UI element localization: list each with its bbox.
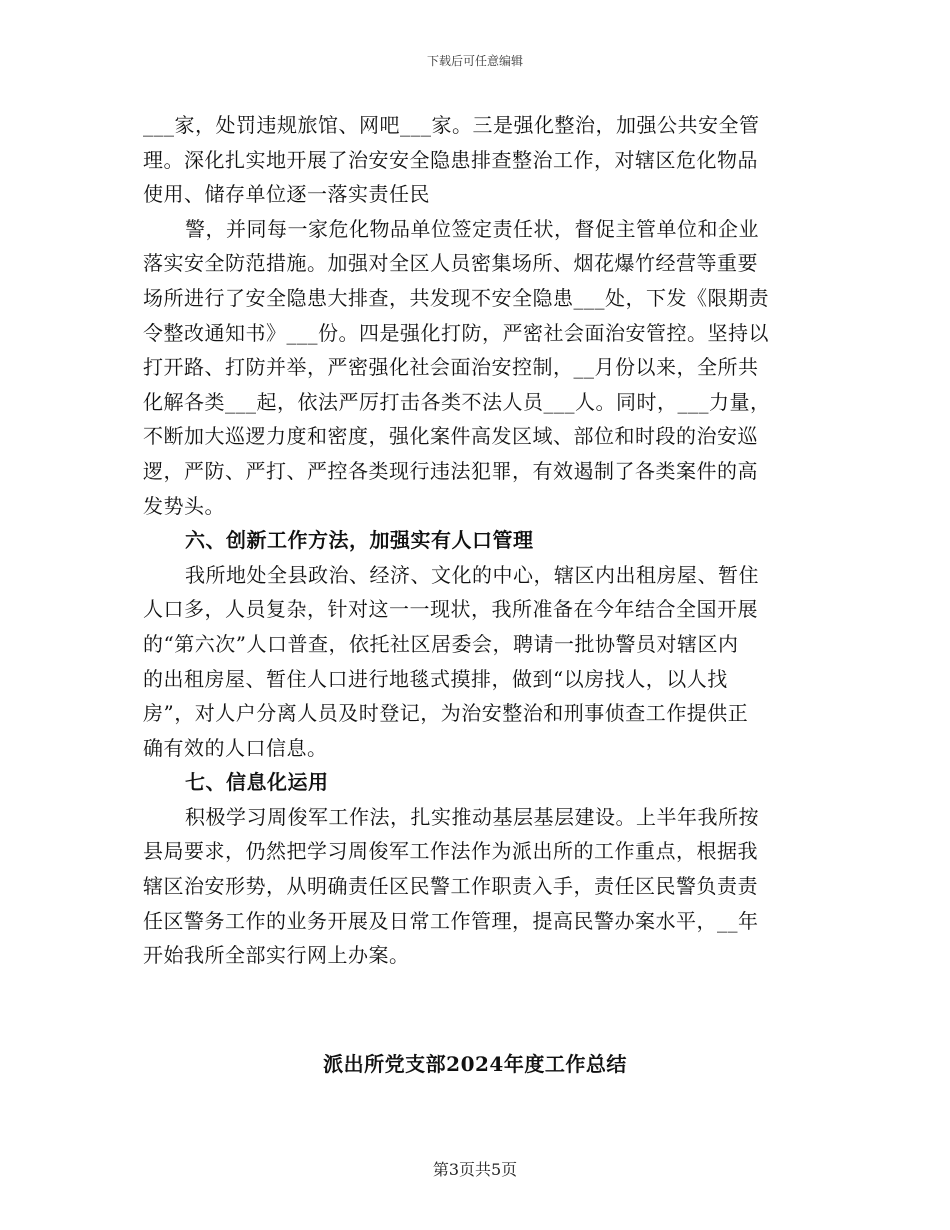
- paragraph-line: 辖区治安形势，从明确责任区民警工作职责入手，责任区民警负责责: [143, 874, 758, 899]
- paragraph-line: 积极学习周俊军工作法，扎实推动基层基层建设。上半年我所按: [185, 804, 759, 829]
- paragraph-line: 使用、储存单位逐一落实责任民: [143, 182, 430, 207]
- paragraph-line: 场所进行了安全隐患大排查，共发现不安全隐患___处，下发《限期责: [143, 285, 769, 310]
- paragraph-line: 理。深化扎实地开展了治安安全隐患排查整治工作，对辖区危化物品: [143, 147, 758, 172]
- paragraph-line: 警，并同每一家危化物品单位签定责任状，督促主管单位和企业: [185, 216, 759, 241]
- document-title: 派出所党支部2024年度工作总结: [323, 1052, 627, 1076]
- section-heading: 七、信息化运用: [185, 770, 329, 795]
- paragraph-line: 化解各类___起，依法严厉打击各类不法人员___人。同时，___力量，: [143, 389, 771, 414]
- page-footer: 第3页共5页: [432, 1160, 518, 1179]
- section-heading: 六、创新工作方法，加强实有人口管理: [185, 528, 534, 553]
- paragraph-line: 逻，严防、严打、严控各类现行违法犯罪，有效遏制了各类案件的高: [143, 458, 758, 483]
- paragraph-line: 令整改通知书》___份。四是强化打防，严密社会面治安管控。坚持以: [143, 320, 769, 345]
- paragraph-line: 不断加大巡逻力度和密度，强化案件高发区域、部位和时段的治安巡: [143, 424, 758, 449]
- document-body: [143, 108, 803, 973]
- paragraph-line: 确有效的人口信息。: [143, 735, 328, 760]
- paragraph-line: 落实安全防范措施。加强对全区人员密集场所、烟花爆竹经营等重要: [143, 251, 758, 276]
- paragraph-line: 的“第六次”人口普查，依托社区居委会，聘请一批协警员对辖区内: [143, 631, 739, 656]
- paragraph-line: 打开路、打防并举，严密强化社会面治安控制，__月份以来，全所共: [143, 355, 759, 380]
- paragraph-line: 发势头。: [143, 493, 225, 518]
- paragraph-line: ___家，处罚违规旅馆、网吧___家。三是强化整治，加强公共安全管: [143, 113, 760, 137]
- paragraph-line: 人口多，人员复杂，针对这一一现状，我所准备在今年结合全国开展: [143, 597, 758, 622]
- paragraph-line: 县局要求，仍然把学习周俊军工作法作为派出所的工作重点，根据我: [143, 839, 758, 864]
- paragraph-line: 房”，对人户分离人员及时登记，为治安整治和刑事侦查工作提供正: [143, 701, 749, 726]
- paragraph-line: 我所地处全县政治、经济、文化的中心，辖区内出租房屋、暂住: [185, 562, 759, 587]
- paragraph-line: 开始我所全部实行网上办案。: [143, 943, 410, 968]
- paragraph-line: 任区警务工作的业务开展及日常工作管理，提高民警办案水平，__年: [143, 908, 759, 933]
- paragraph-line: 的出租房屋、暂住人口进行地毯式摸排，做到“以房找人，以人找: [143, 666, 728, 691]
- page-header: 下载后可任意编辑: [426, 54, 523, 68]
